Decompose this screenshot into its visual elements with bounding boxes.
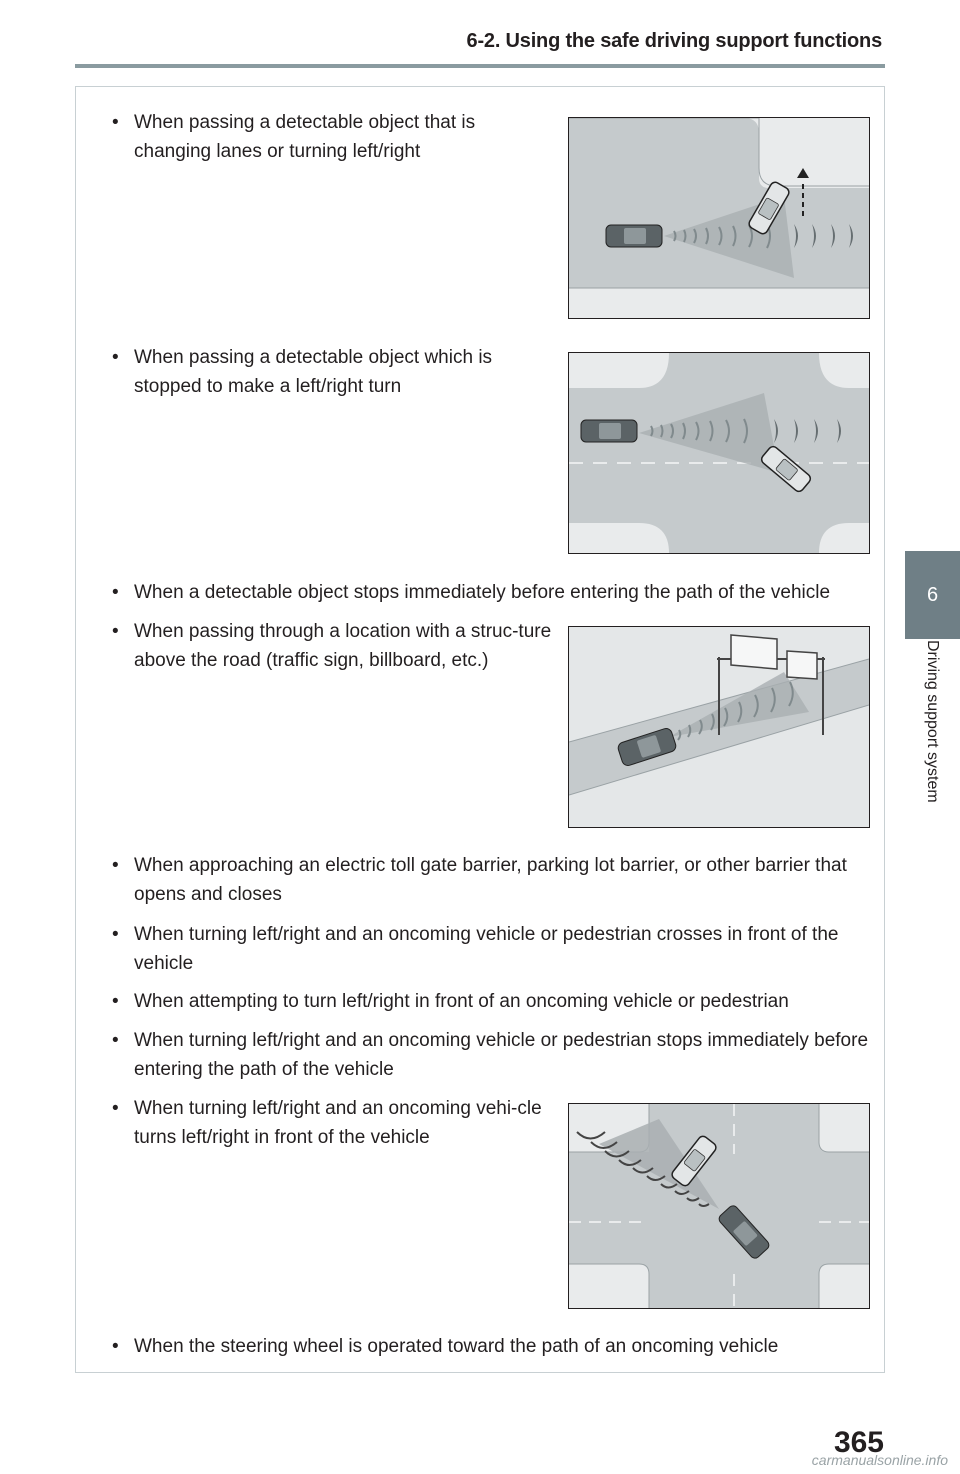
list-item-text: When turning left/right and an oncoming vehi-cle turns left/right in front of the vehicle bbox=[134, 1098, 542, 1148]
page-header-title: 6-2. Using the safe driving support functions bbox=[466, 30, 882, 52]
list-item bbox=[112, 343, 522, 401]
list-item-text: When attempting to turn left/right in front of an oncoming vehicle or pedestrian bbox=[134, 991, 789, 1012]
list-item bbox=[112, 1332, 882, 1361]
illustration-lane-change bbox=[568, 117, 870, 319]
list-item bbox=[112, 108, 512, 166]
list-item-text: When turning left/right and an oncoming vehicle or pedestrian stops immediately before entering the path of the vehicle bbox=[134, 1030, 869, 1080]
list-item bbox=[112, 617, 557, 675]
bullet: • bbox=[112, 1098, 119, 1119]
list-item bbox=[112, 920, 872, 978]
list-item-text: When passing a detectable object that is changing lanes or turning left/right bbox=[134, 112, 476, 162]
list-item-text: When the steering wheel is operated toward the path of an oncoming vehicle bbox=[134, 1336, 779, 1357]
chapter-tab[interactable]: 6 bbox=[905, 551, 960, 639]
bullet: • bbox=[112, 991, 119, 1012]
header-rule bbox=[75, 64, 885, 68]
list-item-text: When passing a detectable object which is stopped to make a left/right turn bbox=[134, 347, 493, 397]
list-item bbox=[112, 1026, 872, 1084]
list-item bbox=[112, 851, 872, 909]
illustration-oncoming-turn bbox=[568, 1103, 870, 1309]
bullet: • bbox=[112, 112, 119, 133]
page-number: 365 bbox=[833, 1426, 884, 1459]
list-item-text: When approaching an electric toll gate barrier, parking lot barrier, or other barrier that opens and closes bbox=[134, 855, 847, 905]
list-item bbox=[112, 578, 882, 607]
bullet: • bbox=[112, 621, 119, 642]
list-item bbox=[112, 1094, 557, 1152]
illustration-stopped-turn bbox=[568, 352, 870, 554]
bullet: • bbox=[112, 347, 119, 368]
chapter-label-text: Driving support system bbox=[924, 640, 941, 803]
illustration-overhead-structure bbox=[568, 626, 870, 828]
list-item-text: When passing through a location with a struc-ture above the road (traffic sign, billboard, etc.) bbox=[134, 621, 552, 671]
watermark: carmanualsonline.info bbox=[811, 1452, 948, 1468]
chapter-label bbox=[923, 640, 945, 880]
bullet: • bbox=[112, 855, 119, 876]
list-item bbox=[112, 987, 872, 1016]
bullet: • bbox=[112, 582, 119, 603]
bullet: • bbox=[112, 1030, 119, 1051]
bullet: • bbox=[112, 1336, 119, 1357]
bullet: • bbox=[112, 924, 119, 945]
list-item-text: When turning left/right and an oncoming vehicle or pedestrian crosses in front of the vehicle bbox=[134, 924, 839, 974]
list-item-text: When a detectable object stops immediately before entering the path of the vehicle bbox=[134, 582, 831, 603]
